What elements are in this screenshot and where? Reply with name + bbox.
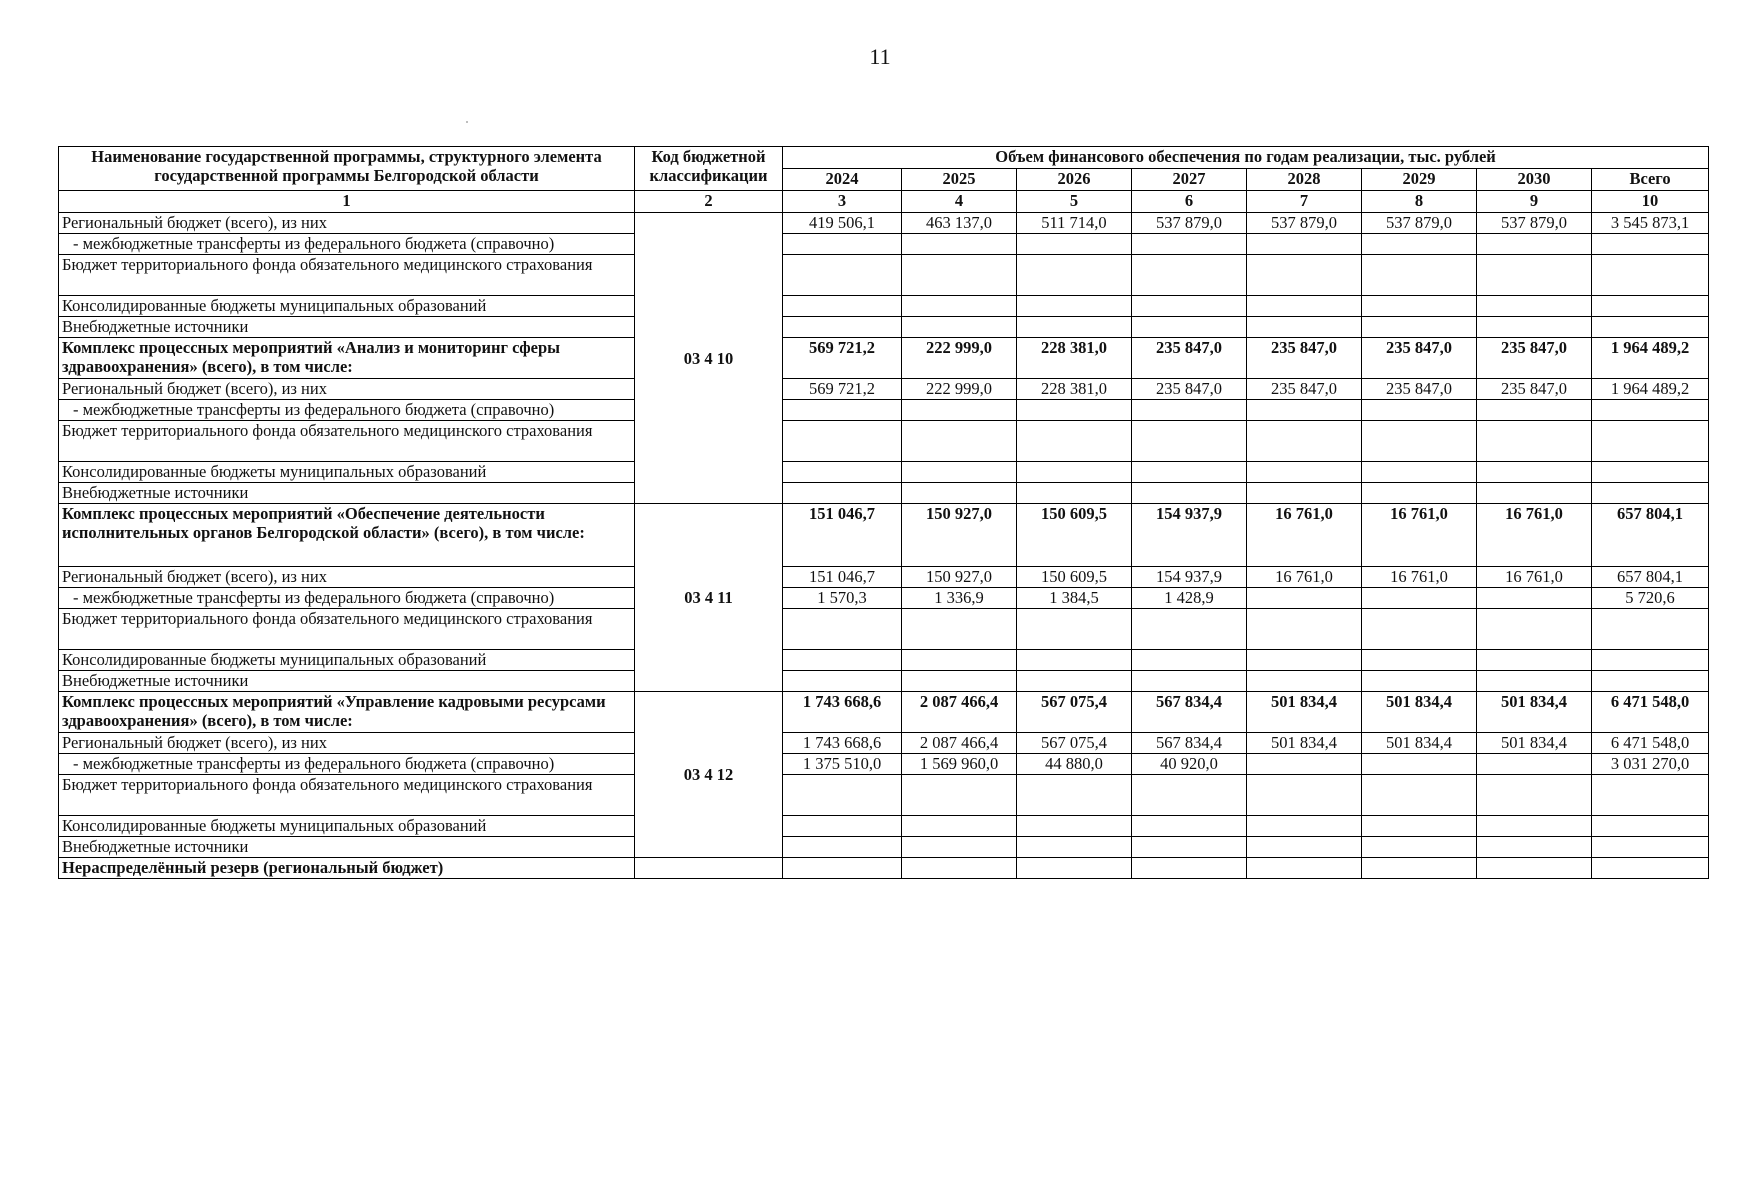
- cell-value: 235 847,0: [1477, 379, 1592, 400]
- row-label: Консолидированные бюджеты муниципальных образований: [59, 462, 635, 483]
- cell-value: 1 569 960,0: [902, 754, 1017, 775]
- cell-value: 2 087 466,4: [902, 692, 1017, 733]
- cell-value: 419 506,1: [783, 213, 902, 234]
- cell-value: 537 879,0: [1362, 213, 1477, 234]
- cell-value: 228 381,0: [1017, 338, 1132, 379]
- page-number: 11: [869, 44, 891, 69]
- cell-value: 3 545 873,1: [1592, 213, 1709, 234]
- cell-value: 222 999,0: [902, 338, 1017, 379]
- cell-value: 501 834,4: [1477, 692, 1592, 733]
- cell-value: 16 761,0: [1247, 567, 1362, 588]
- header-year: 2029: [1362, 169, 1477, 191]
- cell-value: 501 834,4: [1247, 692, 1362, 733]
- header-total: Всего: [1592, 169, 1709, 191]
- row-label: Бюджет территориального фонда обязательного медицинского страхования: [59, 609, 635, 650]
- row-label: Региональный бюджет (всего), из них: [59, 379, 635, 400]
- cell-value: 501 834,4: [1362, 692, 1477, 733]
- column-number: 3: [783, 191, 902, 213]
- cell-value: [1247, 754, 1362, 775]
- row-label: - межбюджетные трансферты из федерального бюджета (справочно): [59, 754, 635, 775]
- cell-value: 537 879,0: [1477, 213, 1592, 234]
- row-label: - межбюджетные трансферты из федерального бюджета (справочно): [59, 400, 635, 421]
- table-row: [59, 317, 1709, 338]
- cell-value: 1 384,5: [1017, 588, 1132, 609]
- header-financing-volume: Объем финансового обеспечения по годам реализации, тыс. рублей: [783, 147, 1709, 169]
- table-row: [59, 296, 1709, 317]
- cell-value: 235 847,0: [1477, 338, 1592, 379]
- cell-value: 150 927,0: [902, 567, 1017, 588]
- table-row: [59, 255, 1709, 296]
- cell-value: 537 879,0: [1132, 213, 1247, 234]
- row-label: Внебюджетные источники: [59, 837, 635, 858]
- cell-value: 567 834,4: [1132, 733, 1247, 754]
- cell-value: 235 847,0: [1362, 379, 1477, 400]
- cell-value: 1 375 510,0: [783, 754, 902, 775]
- row-label: Комплекс процессных мероприятий «Обеспечение деятельности исполнительных органов Белгородской области» (всего), в том числе:: [59, 504, 635, 567]
- budget-code: 03 4 12: [635, 692, 783, 858]
- row-label: Внебюджетные источники: [59, 483, 635, 504]
- cell-value: 1 336,9: [902, 588, 1017, 609]
- column-number: 7: [1247, 191, 1362, 213]
- header-year: 2027: [1132, 169, 1247, 191]
- financing-table: [58, 146, 1709, 879]
- cell-value: 1 428,9: [1132, 588, 1247, 609]
- cell-value: 154 937,9: [1132, 567, 1247, 588]
- budget-code: 03 4 10: [635, 213, 783, 504]
- row-label: Региональный бюджет (всего), из них: [59, 733, 635, 754]
- header-year: 2026: [1017, 169, 1132, 191]
- table-row: [59, 837, 1709, 858]
- cell-value: 657 804,1: [1592, 567, 1709, 588]
- cell-value: 44 880,0: [1017, 754, 1132, 775]
- cell-value: 511 714,0: [1017, 213, 1132, 234]
- table-row: [59, 213, 1709, 234]
- cell-value: 16 761,0: [1477, 567, 1592, 588]
- cell-value: 463 137,0: [902, 213, 1017, 234]
- budget-code: 03 4 11: [635, 504, 783, 692]
- table-row: [59, 754, 1709, 775]
- header-row-1: [59, 147, 1709, 169]
- cell-value: [1362, 754, 1477, 775]
- row-label: - межбюджетные трансферты из федерального бюджета (справочно): [59, 588, 635, 609]
- cell-value: 6 471 548,0: [1592, 733, 1709, 754]
- cell-value: 537 879,0: [1247, 213, 1362, 234]
- cell-value: 151 046,7: [783, 567, 902, 588]
- cell-value: 5 720,6: [1592, 588, 1709, 609]
- row-label: Бюджет территориального фонда обязательного медицинского страхования: [59, 775, 635, 816]
- table-row: [59, 483, 1709, 504]
- table-row: [59, 567, 1709, 588]
- cell-value: 567 075,4: [1017, 733, 1132, 754]
- row-label: Внебюджетные источники: [59, 671, 635, 692]
- cell-value: 569 721,2: [783, 379, 902, 400]
- cell-value: [1247, 588, 1362, 609]
- table-row: [59, 609, 1709, 650]
- cell-value: 228 381,0: [1017, 379, 1132, 400]
- table-row: [59, 671, 1709, 692]
- cell-value: 567 075,4: [1017, 692, 1132, 733]
- cell-value: 501 834,4: [1362, 733, 1477, 754]
- table-row-complex: [59, 692, 1709, 733]
- cell-value: 1 964 489,2: [1592, 338, 1709, 379]
- column-number: 5: [1017, 191, 1132, 213]
- header-year: 2024: [783, 169, 902, 191]
- cell-value: 151 046,7: [783, 504, 902, 567]
- header-program-name: Наименование государственной программы, структурного элемента государственной программы Белгородской области: [59, 147, 635, 191]
- cell-value: 16 761,0: [1247, 504, 1362, 567]
- column-number: 10: [1592, 191, 1709, 213]
- cell-value: 16 761,0: [1477, 504, 1592, 567]
- cell-value: 40 920,0: [1132, 754, 1247, 775]
- row-label: Внебюджетные источники: [59, 317, 635, 338]
- column-number: 9: [1477, 191, 1592, 213]
- column-number: 2: [635, 191, 783, 213]
- row-label: Комплекс процессных мероприятий «Управление кадровыми ресурсами здравоохранения» (всего), в том числе:: [59, 692, 635, 733]
- cell-value: 501 834,4: [1247, 733, 1362, 754]
- cell-value: 16 761,0: [1362, 567, 1477, 588]
- cell-value: 150 609,5: [1017, 504, 1132, 567]
- table-row: [59, 421, 1709, 462]
- cell-value: [1362, 588, 1477, 609]
- cell-value: 1 964 489,2: [1592, 379, 1709, 400]
- cell-value: 235 847,0: [1132, 338, 1247, 379]
- table-row: [59, 462, 1709, 483]
- row-label: Комплекс процессных мероприятий «Анализ и мониторинг сферы здравоохранения» (всего), в том числе:: [59, 338, 635, 379]
- row-label: Бюджет территориального фонда обязательного медицинского страхования: [59, 255, 635, 296]
- cell-value: 154 937,9: [1132, 504, 1247, 567]
- cell-value: 3 031 270,0: [1592, 754, 1709, 775]
- table-row-reserve: [59, 858, 1709, 879]
- cell-value: 235 847,0: [1247, 338, 1362, 379]
- table-row: [59, 234, 1709, 255]
- row-label: Нераспределённый резерв (региональный бюджет): [59, 858, 635, 879]
- cell-value: 1 743 668,6: [783, 692, 902, 733]
- cell-value: 6 471 548,0: [1592, 692, 1709, 733]
- row-label: - межбюджетные трансферты из федерального бюджета (справочно): [59, 234, 635, 255]
- header-year: 2028: [1247, 169, 1362, 191]
- cell-value: 501 834,4: [1477, 733, 1592, 754]
- cell-value: 150 927,0: [902, 504, 1017, 567]
- cell-value: [1477, 588, 1592, 609]
- column-number: 8: [1362, 191, 1477, 213]
- row-label: Консолидированные бюджеты муниципальных образований: [59, 296, 635, 317]
- row-label: Консолидированные бюджеты муниципальных образований: [59, 650, 635, 671]
- cell-value: 222 999,0: [902, 379, 1017, 400]
- row-label: Консолидированные бюджеты муниципальных образований: [59, 816, 635, 837]
- scan-speck: [466, 121, 468, 123]
- cell-value: 569 721,2: [783, 338, 902, 379]
- cell-value: [1477, 754, 1592, 775]
- table-row-complex: [59, 504, 1709, 567]
- table-row: [59, 400, 1709, 421]
- cell-value: 235 847,0: [1132, 379, 1247, 400]
- cell-value: 150 609,5: [1017, 567, 1132, 588]
- cell-value: 1 743 668,6: [783, 733, 902, 754]
- cell-value: 567 834,4: [1132, 692, 1247, 733]
- table-row: [59, 588, 1709, 609]
- header-budget-code: Код бюджетной классификации: [635, 147, 783, 191]
- column-numbers-row: [59, 191, 1709, 213]
- cell-value: 235 847,0: [1362, 338, 1477, 379]
- row-label: Региональный бюджет (всего), из них: [59, 213, 635, 234]
- row-label: Бюджет территориального фонда обязательного медицинского страхования: [59, 421, 635, 462]
- header-year: 2030: [1477, 169, 1592, 191]
- column-number: 1: [59, 191, 635, 213]
- table-row: [59, 733, 1709, 754]
- header-year: 2025: [902, 169, 1017, 191]
- table-row: [59, 379, 1709, 400]
- cell-value: 2 087 466,4: [902, 733, 1017, 754]
- table-row: [59, 816, 1709, 837]
- row-label: Региональный бюджет (всего), из них: [59, 567, 635, 588]
- table-row: [59, 775, 1709, 816]
- table-row: [59, 650, 1709, 671]
- column-number: 6: [1132, 191, 1247, 213]
- cell-value: 16 761,0: [1362, 504, 1477, 567]
- cell-value: 235 847,0: [1247, 379, 1362, 400]
- column-number: 4: [902, 191, 1017, 213]
- cell-value: 1 570,3: [783, 588, 902, 609]
- cell-value: 657 804,1: [1592, 504, 1709, 567]
- table-row-complex: [59, 338, 1709, 379]
